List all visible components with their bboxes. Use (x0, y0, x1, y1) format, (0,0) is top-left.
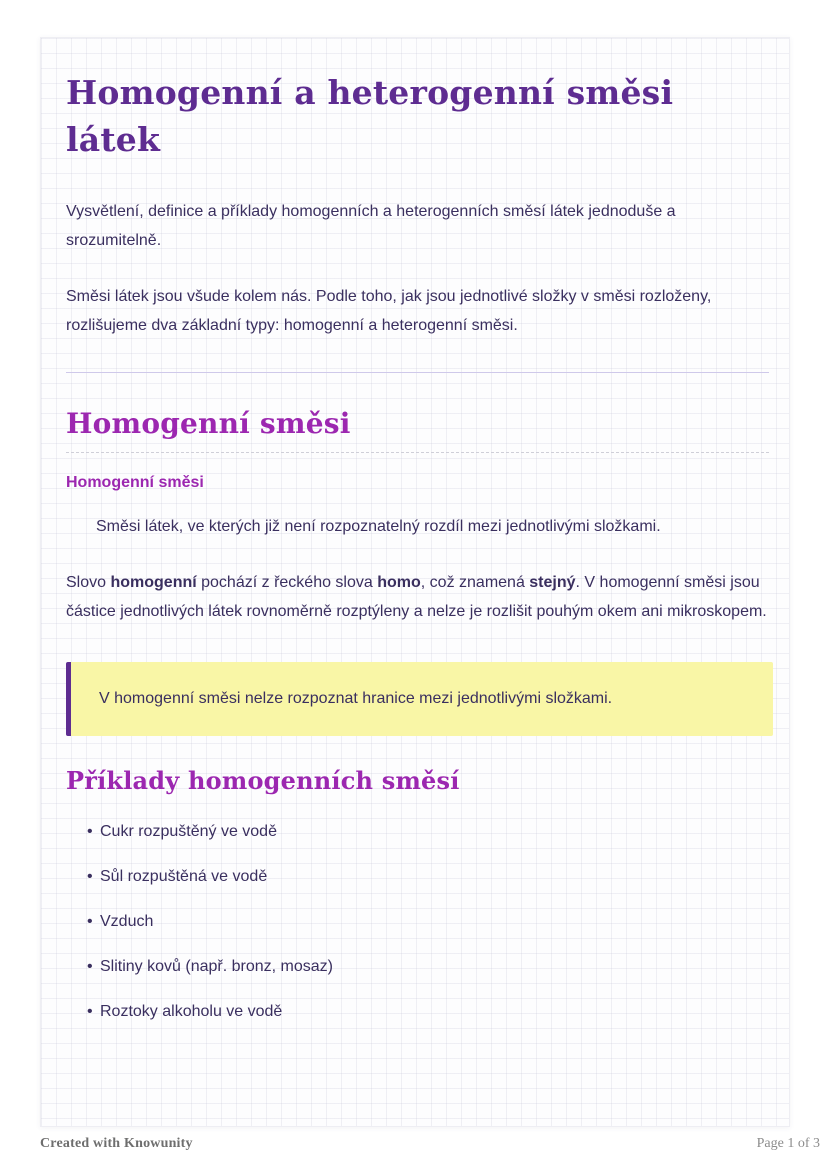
term-label: Homogenní směsi (66, 473, 204, 491)
highlight-callout (66, 662, 773, 736)
bullet-icon: • (87, 823, 93, 841)
section-heading-homogeneous: Homogenní směsi (66, 407, 769, 453)
list-item-label: Cukr rozpuštěný ve vodě (100, 823, 277, 841)
etymology-paragraph: Slovo homogenní pochází z řeckého slova homo, což znamená stejný. V homogenní směsi jsou částice jednotlivých látek rovnoměrně rozptýleny a nelze je rozlišit pouhým okem ani mikroskopem. (66, 573, 767, 620)
term-definition: Směsi látek, ve kterých již není rozpoznatelný rozdíl mezi jednotlivými složkami. (96, 517, 661, 535)
overview-paragraph: Směsi látek jsou všude kolem nás. Podle toho, jak jsou jednotlivé složky v směsi rozloženy, rozlišujeme dva základní typy: homogenní a heterogenní směsi. (66, 288, 712, 335)
examples-heading: Příklady homogenních směsí (66, 766, 460, 796)
list-item (87, 910, 769, 934)
lead-paragraph: Vysvětlení, definice a příklady homogenních a heterogenních směsí látek jednoduše a srozumitelně. (66, 202, 676, 249)
list-item (87, 865, 769, 889)
page-title (66, 70, 769, 164)
document-page (40, 37, 790, 1127)
bullet-icon: • (87, 1003, 93, 1021)
examples-list (66, 820, 769, 1024)
bullet-icon: • (87, 958, 93, 976)
list-item-label: Slitiny kovů (např. bronz, mosaz) (100, 958, 333, 976)
callout-text: V homogenní směsi nelze rozpoznat hranice mezi jednotlivými složkami. (99, 690, 613, 708)
bullet-icon: • (87, 868, 93, 886)
page-title-line-2: látek (66, 119, 161, 159)
list-item-label: Roztoky alkoholu ve vodě (100, 1003, 283, 1021)
footer-page-number: Page 1 of 3 (756, 1136, 820, 1151)
section-divider (66, 372, 769, 373)
page-footer (40, 1136, 820, 1152)
page-title-line-1: Homogenní a heterogenní směsi (66, 73, 674, 112)
bullet-icon: • (87, 913, 93, 931)
list-item (87, 1000, 769, 1024)
list-item-label: Vzduch (100, 913, 154, 931)
footer-credit: Created with Knowunity (40, 1136, 193, 1151)
list-item (87, 955, 769, 979)
list-item (87, 820, 769, 844)
list-item-label: Sůl rozpuštěná ve vodě (100, 868, 268, 886)
